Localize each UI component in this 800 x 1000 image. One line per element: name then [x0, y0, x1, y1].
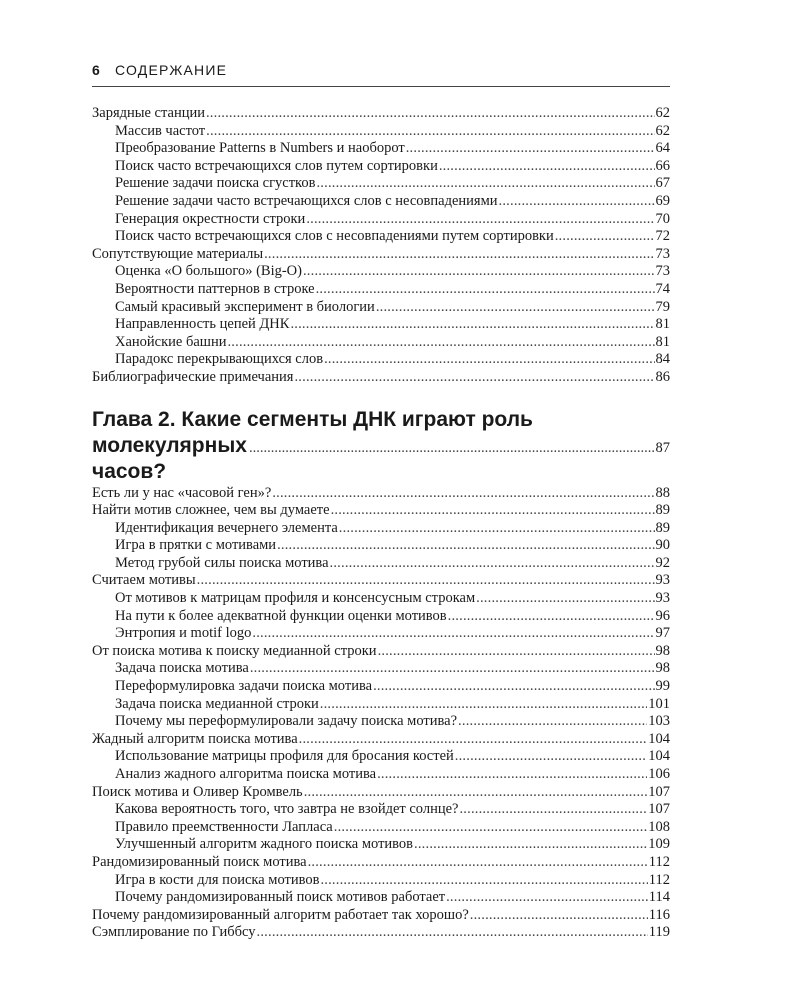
toc-subsection-entry[interactable] [92, 351, 670, 369]
toc-subsection-entry[interactable] [92, 175, 670, 193]
toc-entry-page: 112 [648, 871, 670, 888]
toc-entry-title: Зарядные станции [92, 105, 205, 121]
toc-entry-page: 81 [655, 333, 670, 350]
toc-section-entry[interactable] [92, 907, 670, 925]
toc-entry-page: 81 [655, 316, 670, 333]
toc-section-chapter-2 [92, 485, 670, 942]
page-number: 6 [92, 62, 101, 78]
dot-leader [294, 369, 654, 387]
toc-entry-title: Сопутствующие материалы [92, 245, 264, 262]
toc-entry-page: 103 [648, 713, 670, 730]
toc-entry-page: 114 [648, 889, 670, 906]
dot-leader [377, 766, 647, 784]
toc-entry-title: Считаем мотивы [92, 572, 196, 589]
toc-entry-title: Сэмплирование по Гиббсу [92, 924, 256, 941]
toc-entry-page: 86 [655, 368, 670, 385]
toc-subsection-entry[interactable] [92, 228, 670, 246]
toc-subsection-entry[interactable] [92, 608, 670, 626]
toc-subsection-entry[interactable] [92, 263, 670, 281]
toc-subsection-entry[interactable] [92, 537, 670, 555]
toc-entry-title: Решение задачи часто встречающихся слов с несовпадениями [115, 192, 498, 209]
toc-entry-page: 107 [648, 801, 670, 818]
dot-leader [277, 537, 654, 555]
toc-entry-title: Парадокс перекрывающихся слов [115, 351, 324, 368]
dot-leader [316, 281, 655, 299]
toc-entry-title: Использование матрицы профиля для бросания костей [115, 748, 454, 765]
dot-leader [303, 263, 655, 281]
toc-subsection-entry[interactable] [92, 660, 670, 678]
toc-entry-title: Переформулировка задачи поиска мотива [115, 678, 373, 695]
toc-entry-title: Самый красивый эксперимент в биологии [115, 298, 375, 315]
toc-subsection-entry[interactable] [92, 801, 670, 819]
toc-entry-page: 70 [655, 210, 670, 227]
toc-entry-page: 97 [655, 625, 670, 642]
dot-leader [206, 123, 654, 141]
dot-leader [324, 351, 654, 369]
toc-entry-title: Массив частот [115, 122, 206, 139]
dot-leader [306, 211, 654, 229]
toc-entry-title: Найти мотив сложнее, чем вы думаете [92, 502, 330, 519]
toc-entry-page: 98 [655, 660, 670, 677]
toc-subsection-entry[interactable] [92, 140, 670, 158]
toc-entry-page: 73 [655, 263, 670, 280]
toc-subsection-entry[interactable] [92, 211, 670, 229]
toc-entry-page: 119 [648, 924, 670, 941]
toc-section-chapter-1-tail [92, 105, 670, 387]
toc-entry-page: 89 [655, 502, 670, 519]
toc-entry-title: Поиск часто встречающихся слов с несовпадениями путем сортировки [115, 228, 554, 245]
toc-entry-title: Есть ли у нас «часовой ген»? [92, 484, 272, 501]
dot-leader [414, 836, 647, 854]
dot-leader [499, 193, 655, 211]
toc-section-entry[interactable] [92, 731, 670, 749]
toc-entry-page: 90 [655, 537, 670, 554]
dot-leader [331, 502, 655, 520]
chapter-title-line-1: Глава 2. Какие сегменты ДНК играют роль [92, 407, 533, 431]
toc-entry-title: Идентификация вечернего элемента [115, 519, 338, 536]
toc-subsection-entry[interactable] [92, 281, 670, 299]
toc-subsection-entry[interactable] [92, 713, 670, 731]
dot-leader [264, 246, 654, 264]
toc-subsection-entry[interactable] [92, 123, 670, 141]
toc-entry-page: 104 [648, 730, 670, 747]
toc-subsection-entry[interactable] [92, 520, 670, 538]
dot-leader [320, 872, 647, 890]
dot-leader [197, 572, 655, 590]
toc-subsection-entry[interactable] [92, 158, 670, 176]
toc-entry-title: Вероятности паттернов в строке [115, 280, 315, 297]
toc-entry-title: Какова вероятность того, что завтра не взойдет солнце? [115, 801, 459, 818]
toc-entry-page: 84 [655, 351, 670, 368]
toc-entry-title: Решение задачи поиска сгустков [115, 175, 316, 192]
toc-entry-title: Задача поиска медианной строки [115, 695, 319, 712]
toc-subsection-entry[interactable] [92, 316, 670, 334]
toc-entry-page: 101 [648, 695, 670, 712]
dot-leader [290, 316, 654, 334]
toc-section-entry[interactable] [92, 572, 670, 590]
toc-entry-page: 64 [655, 140, 670, 157]
toc-entry-page: 104 [648, 748, 670, 765]
toc-entry-page: 89 [655, 519, 670, 536]
toc-entry-title: Библиографические примечания [92, 368, 294, 385]
dot-leader [252, 625, 654, 643]
dot-leader [304, 784, 648, 802]
toc-entry-title: Игра в кости для поиска мотивов [115, 871, 320, 888]
toc-entry-title: Игра в прятки с мотивами [115, 537, 277, 554]
dot-leader [320, 696, 647, 714]
toc-subsection-entry[interactable] [92, 334, 670, 352]
header-rule [92, 86, 670, 87]
chapter-page-number: 87 [655, 439, 670, 456]
dot-leader [206, 105, 655, 123]
toc-entry-page: 96 [655, 607, 670, 624]
toc-entry-page: 107 [648, 783, 670, 800]
dot-leader [373, 678, 654, 696]
toc-subsection-entry[interactable] [92, 193, 670, 211]
toc-entry-page: 108 [648, 818, 670, 835]
toc-entry-title: Почему рандомизированный поиск мотивов работает [115, 889, 446, 906]
dot-leader [339, 520, 655, 538]
toc-entry-title: Направленность цепей ДНК [115, 316, 290, 333]
dot-leader [555, 228, 655, 246]
toc-entry-title: Поиск часто встречающихся слов путем сортировки [115, 157, 438, 174]
toc-section-entry[interactable] [92, 643, 670, 661]
dot-leader [376, 299, 655, 317]
toc-entry-page: 74 [655, 280, 670, 297]
dot-leader [316, 175, 654, 193]
dot-leader [459, 801, 647, 819]
dot-leader [446, 889, 648, 907]
toc-entry-page: 62 [655, 122, 670, 139]
dot-leader [439, 158, 655, 176]
toc-entry-page: 66 [655, 157, 670, 174]
toc-entry-title: Почему мы переформулировали задачу поиска мотива? [115, 713, 458, 730]
toc-entry-title: Метод грубой силы поиска мотива [115, 554, 329, 571]
toc-entry-title: Ханойские башни [115, 333, 227, 350]
toc-section-entry[interactable] [92, 854, 670, 872]
toc-section-entry[interactable] [92, 369, 670, 387]
dot-leader [476, 590, 654, 608]
dot-leader [378, 643, 655, 661]
dot-leader [249, 435, 654, 461]
dot-leader [455, 748, 647, 766]
toc-entry-title: От мотивов к матрицам профиля и консенсусным строкам [115, 590, 476, 607]
toc-entry-page: 69 [655, 192, 670, 209]
chapter-title-line-2: молекулярных часов? [92, 433, 247, 483]
chapter-heading[interactable] [92, 407, 670, 485]
toc-entry-page: 79 [655, 298, 670, 315]
dot-leader [470, 907, 648, 925]
toc-subsection-entry[interactable] [92, 889, 670, 907]
toc-section-entry[interactable] [92, 502, 670, 520]
dot-leader [406, 140, 655, 158]
toc-section-entry[interactable] [92, 784, 670, 802]
toc-entry-title: Оценка «O большого» (Big-O) [115, 263, 302, 280]
dot-leader [272, 485, 654, 503]
dot-leader [334, 819, 648, 837]
toc-subsection-entry[interactable] [92, 625, 670, 643]
toc-subsection-entry[interactable] [92, 555, 670, 573]
toc-section-entry[interactable] [92, 485, 670, 503]
toc-entry-title: Энтропия и motif logo [115, 625, 252, 642]
dot-leader [299, 731, 648, 749]
toc-subsection-entry[interactable] [92, 819, 670, 837]
toc-entry-title: Преобразование Patterns в Numbers и наоборот [115, 140, 405, 157]
dot-leader [250, 660, 655, 678]
toc-subsection-entry[interactable] [92, 836, 670, 854]
toc-subsection-entry[interactable] [92, 766, 670, 784]
toc-entry-title: На пути к более адекватной функции оценки мотивов [115, 607, 447, 624]
toc-subsection-entry[interactable] [92, 678, 670, 696]
toc-entry-page: 106 [648, 766, 670, 782]
dot-leader [227, 334, 654, 352]
toc-entry-page: 112 [648, 853, 670, 870]
toc-entry-page: 67 [655, 175, 670, 192]
toc-entry-title: Анализ жадного алгоритма поиска мотива [115, 766, 377, 782]
running-header-title: СОДЕРЖАНИЕ [115, 62, 228, 78]
toc-subsection-entry[interactable] [92, 748, 670, 766]
toc-entry-title: Задача поиска мотива [115, 660, 249, 677]
toc-subsection-entry[interactable] [92, 872, 670, 890]
toc-entry-page: 92 [655, 554, 670, 571]
toc-subsection-entry[interactable] [92, 299, 670, 317]
toc-entry-page: 93 [655, 590, 670, 607]
toc-entry-page: 99 [655, 678, 670, 695]
toc-section-entry[interactable] [92, 105, 670, 123]
toc-entry-page: 73 [655, 245, 670, 262]
toc-entry-page: 98 [655, 642, 670, 659]
toc-entry-page: 109 [648, 836, 670, 853]
toc-page [92, 62, 670, 942]
running-header [92, 62, 670, 82]
dot-leader [448, 608, 655, 626]
toc-entry-title: Рандомизированный поиск мотива [92, 853, 307, 870]
toc-subsection-entry[interactable] [92, 696, 670, 714]
toc-section-entry[interactable] [92, 246, 670, 264]
dot-leader [257, 924, 648, 942]
toc-subsection-entry[interactable] [92, 590, 670, 608]
toc-entry-title: Правило преемственности Лапласа [115, 818, 333, 835]
toc-entry-page: 93 [655, 572, 670, 589]
toc-entry-page: 72 [655, 228, 670, 245]
toc-entry-page: 62 [655, 105, 670, 121]
dot-leader [458, 713, 647, 731]
toc-entry-title: Поиск мотива и Оливер Кромвель [92, 783, 303, 800]
toc-entry-title: Жадный алгоритм поиска мотива [92, 730, 298, 747]
toc-entry-page: 116 [648, 906, 670, 923]
toc-entry-title: От поиска мотива к поиску медианной строки [92, 642, 377, 659]
toc-section-entry[interactable] [92, 924, 670, 942]
toc-entry-page: 88 [655, 484, 670, 501]
toc-entry-title: Почему рандомизированный алгоритм работает так хорошо? [92, 906, 469, 923]
toc-entry-title: Улучшенный алгоритм жадного поиска мотивов [115, 836, 414, 853]
dot-leader [330, 555, 655, 573]
toc-entry-title: Генерация окрестности строки [115, 210, 306, 227]
dot-leader [308, 854, 648, 872]
